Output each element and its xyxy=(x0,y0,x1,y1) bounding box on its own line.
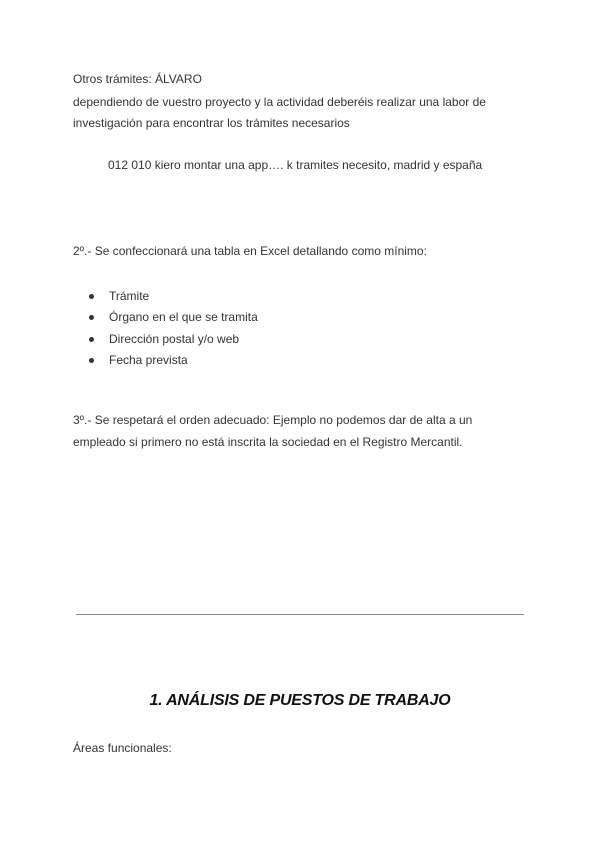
bullet-icon xyxy=(89,358,94,363)
list-item xyxy=(88,329,259,350)
list-item-label: Fecha prevista xyxy=(109,352,188,367)
horizontal-divider xyxy=(76,614,524,615)
point-3-line-2: empleado si primero no está inscrita la sociedad en el Registro Mercantil. xyxy=(73,435,463,449)
list-item-label: Órgano en el que se tramita xyxy=(109,310,258,325)
otros-tramites-line-2: investigación para encontrar los trámites necesarios xyxy=(73,116,350,130)
list-item-label: Trámite xyxy=(109,289,150,303)
list-item-label: Dirección postal y/o web xyxy=(109,331,240,346)
requirements-list xyxy=(88,286,259,371)
bullet-icon xyxy=(89,315,94,320)
point-3-line-1: 3º.- Se respetará el orden adecuado: Ejemplo no podemos dar de alta a un xyxy=(73,413,473,427)
otros-tramites-title: Otros trámites: ÁLVARO xyxy=(73,72,202,86)
otros-tramites-line-1: dependiendo de vuestro proyecto y la actividad deberéis realizar una labor de xyxy=(73,95,486,109)
point-2-text: 2º.- Se confeccionará una tabla en Excel detallando como mínimo: xyxy=(73,244,427,258)
areas-funcionales-label: Áreas funcionales: xyxy=(73,741,172,755)
section-heading: 1. ANÁLISIS DE PUESTOS DE TRABAJO xyxy=(149,692,451,709)
list-item xyxy=(88,350,259,371)
search-note: 012 010 kiero montar una app…. k tramites necesito, madrid y españa xyxy=(108,158,483,172)
list-item xyxy=(88,307,259,328)
bullet-icon xyxy=(89,294,94,299)
list-item xyxy=(88,286,259,307)
bullet-icon xyxy=(89,337,94,342)
